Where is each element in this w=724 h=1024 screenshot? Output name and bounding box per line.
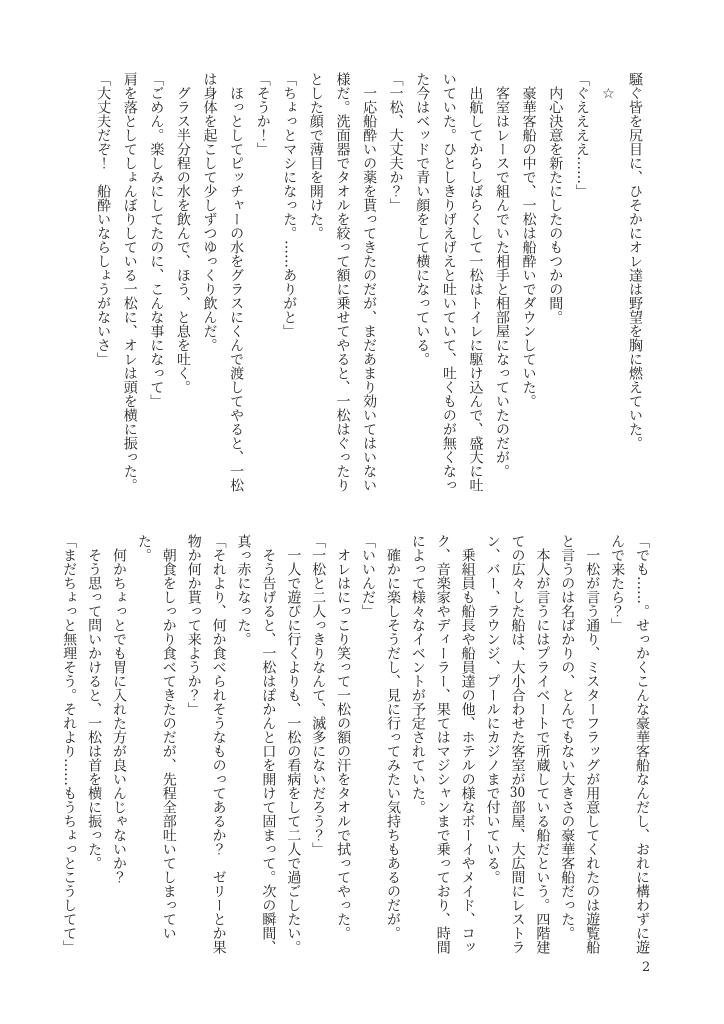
- narration-line: ほっとしてピッチャーの水をグラスにくんで渡してやると、一松は身体を起こして少しずつゆっくり飲んだ。: [201, 72, 245, 492]
- section-divider-star: ☆: [600, 86, 617, 102]
- dialogue-line: 「一松と二人っきりなんて、滅多にないだろう？」: [310, 534, 327, 856]
- narration-line: 本人が言うにはプライベートで所蔵している船だという。四階建ての広々した船は、大小合わせた客室が30部屋、大広間にレストラン、バー、ラウンジ、プールにカジノまで付いている。: [484, 534, 551, 954]
- dialogue-line: 「一松、大丈夫か？」: [387, 72, 404, 212]
- narration-line: そう思って問いかけると、一松は首を横に振った。: [86, 548, 103, 870]
- narration-line: 一松が言う通り、ミスターフラッグが用意してくれたのは遊覧船と言うのは名ばかりの、とんでもない大きさの豪華客船だった。: [559, 534, 601, 954]
- page-number: 2: [642, 960, 651, 975]
- narration-line: オレはにっこり笑って一松の額の汗をタオルで拭ってやった。: [335, 548, 352, 940]
- narration-line: 朝食をしっかり食べてきたのだが、先程全部吐いてしまっていた。: [135, 534, 177, 940]
- dialogue-line: 「それより、何か食べられそうなものってあるか？ ゼリーとか果物か何か貰って来ようか？」: [185, 534, 227, 954]
- dialogue-line: 「そうか！」: [254, 72, 271, 156]
- narration-line: 一応船酔いの薬を貰ってきたのだが、まだあまり効いてはいない様だ。洗面器でタオルを絞って額に乗せてやると、一松はぐったりとした顔で薄目を開けた。: [307, 72, 378, 492]
- narration-line: 出航してからしばらくして一松はトイレに駆け込んで、盛大に吐いていた。ひとしきりげえげえと吐いていて、吐くものが無くなった今はベッドで青い顔をして横になっている。: [414, 72, 484, 492]
- narration-line: 騒ぐ皆を尻目に、ひそかにオレ達は野望を胸に燃えていた。: [627, 72, 643, 450]
- narration-line: 一人で遊びに行くよりも、一松の看病をして二人で過ごしたい。: [285, 548, 302, 954]
- lower-text-band: [56, 534, 654, 956]
- dialogue-line: 「ぐええええ……」: [573, 72, 590, 198]
- dialogue-line: 「でも……。せっかくこんな豪華客船なんだし、おれに構わずに遊んで来たら？」: [609, 534, 650, 954]
- narration-line: 肩を落としてしょんぼりしている一松に、オレは頭を横に振った。: [121, 72, 138, 492]
- narration-line: 確かに楽しそうだし、見に行ってみたい気持ちもあるのだが。: [384, 548, 401, 940]
- narration-line: 乗組員も船長や船員達の他、ホテルの様なボーイやメイド、コック、音楽家やディーラー、果てはマジシャンまで乗っており、時間によって様々なイベントが予定されていた。: [409, 534, 476, 954]
- narration-line: 客室はレースで組んでいた相手と相部屋になっていたのだが。: [494, 86, 511, 478]
- upper-text-band: [90, 72, 648, 494]
- dialogue-line: 「ちょっとマシになった。……ありがと」: [281, 72, 298, 338]
- narration-line: そう告げると、一松はぽかんと口を開けて固まって。次の瞬間、真っ赤になった。: [235, 534, 277, 954]
- narration-line: 何かちょっとでも胃に入れた方が良いんじゃないか？: [110, 548, 127, 884]
- dialogue-line: 「いいんだ」: [360, 534, 377, 618]
- dialogue-line: 「ごめん。楽しみにしてたのに、こんな事になって」: [148, 72, 165, 408]
- dialogue-line: 「大丈夫だぞ！ 船酔いならしょうがないさ」: [95, 72, 112, 366]
- dialogue-line: 「まだちょっと無理そう。それより……もうちょっとこうしてて」: [61, 534, 78, 954]
- narration-line: 内心決意を新たにしたのもつかの間。: [547, 86, 564, 324]
- narration-line: 豪華客船の中で、一松は船酔いでダウンしていた。: [520, 86, 537, 408]
- narration-line: グラス半分程の水を飲んで、ほう、と息を吐く。: [174, 86, 191, 394]
